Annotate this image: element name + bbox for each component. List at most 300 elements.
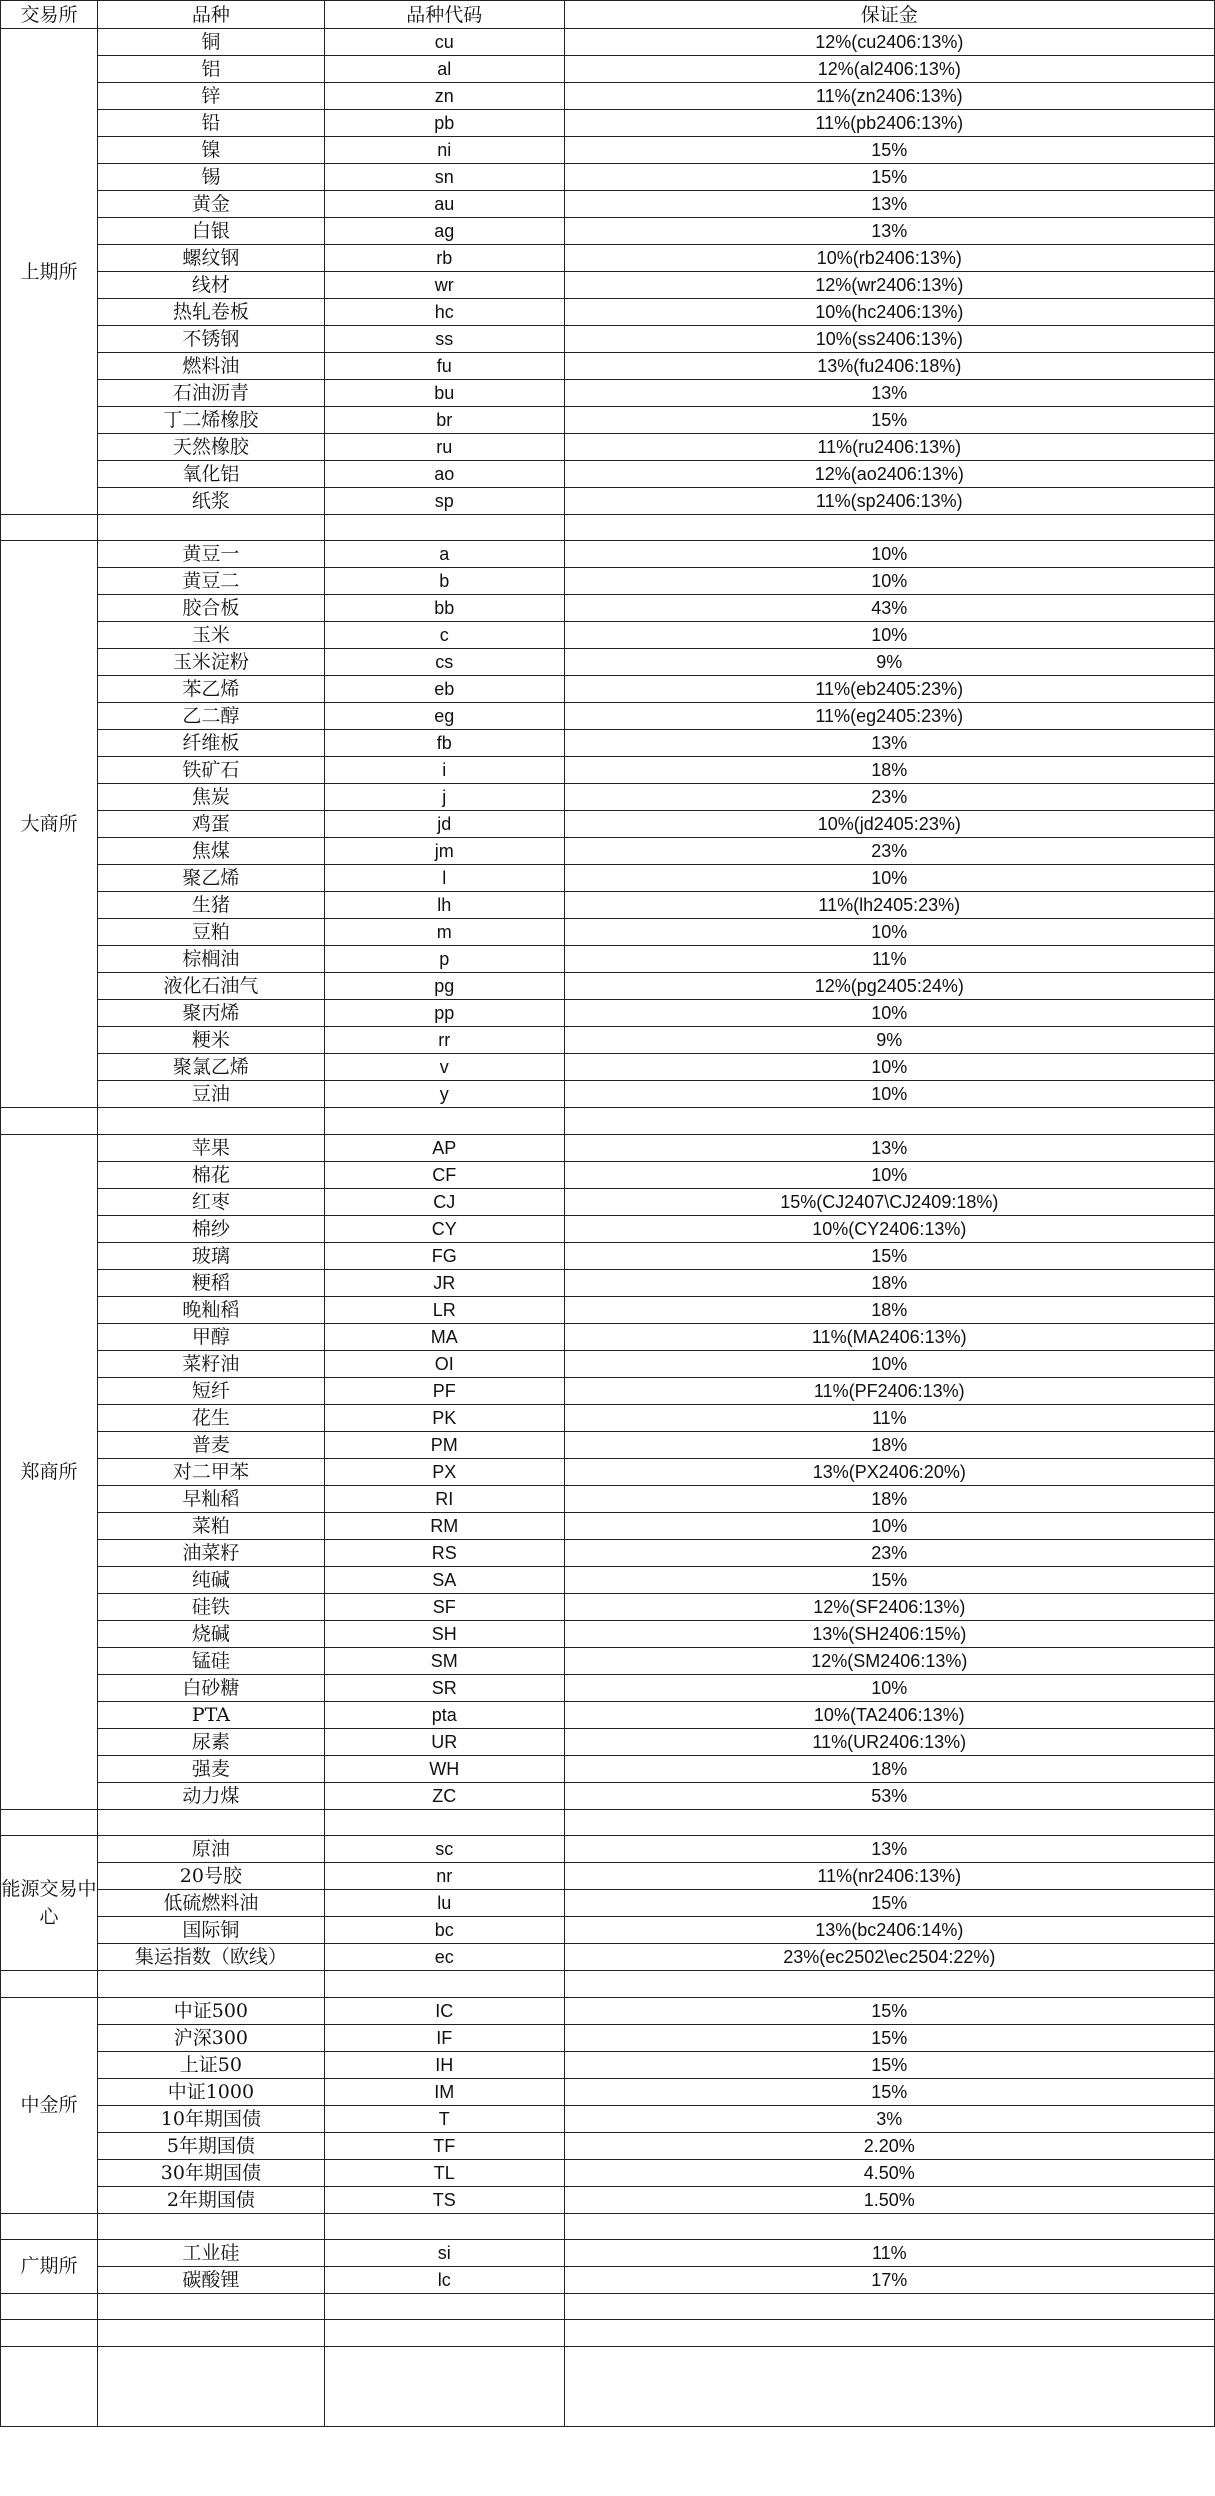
code-cell: sp (324, 488, 564, 515)
table-row (1, 1566, 1215, 1593)
variety-cell: 菜籽油 (97, 1350, 324, 1377)
variety-cell: 对二甲苯 (97, 1458, 324, 1485)
margin-cell: 12%(SF2406:13%) (564, 1593, 1214, 1620)
empty-cell (324, 2213, 564, 2239)
margin-cell: 15% (564, 1997, 1214, 2024)
variety-cell: 尿素 (97, 1728, 324, 1755)
code-cell: ni (324, 137, 564, 164)
variety-cell: 甲醇 (97, 1323, 324, 1350)
table-row (1, 353, 1215, 380)
variety-cell: 早籼稻 (97, 1485, 324, 1512)
table-row (1, 2159, 1215, 2186)
code-cell: hc (324, 299, 564, 326)
code-cell: cu (324, 29, 564, 56)
header-code: 品种代码 (324, 1, 564, 29)
code-cell: au (324, 191, 564, 218)
table-row (1, 191, 1215, 218)
empty-cell (1, 1108, 98, 1134)
spacer-row (1, 1108, 1215, 1134)
table-row (1, 1161, 1215, 1188)
variety-cell: 纸浆 (97, 488, 324, 515)
table-row (1, 1081, 1215, 1108)
variety-cell: 碳酸锂 (97, 2266, 324, 2293)
table-row (1, 1350, 1215, 1377)
variety-cell: 2年期国债 (97, 2186, 324, 2213)
code-cell: lh (324, 892, 564, 919)
empty-cell (1, 1809, 98, 1835)
table-row (1, 811, 1215, 838)
empty-cell (1, 2213, 98, 2239)
table-body (1, 29, 1215, 2427)
variety-cell: 乙二醇 (97, 703, 324, 730)
empty-cell (564, 1108, 1214, 1134)
spacer-row (1, 2320, 1215, 2346)
table-row (1, 1917, 1215, 1944)
trailer-row (1, 2346, 1215, 2426)
margin-cell: 15% (564, 2078, 1214, 2105)
variety-cell: 5年期国债 (97, 2132, 324, 2159)
margin-cell: 12%(wr2406:13%) (564, 272, 1214, 299)
table-row (1, 1674, 1215, 1701)
table-row (1, 541, 1215, 568)
margin-cell: 13% (564, 1836, 1214, 1863)
table-row (1, 299, 1215, 326)
variety-cell: 聚乙烯 (97, 865, 324, 892)
margin-cell: 11% (564, 2239, 1214, 2266)
table-row (1, 703, 1215, 730)
empty-cell (324, 2346, 564, 2426)
margin-cell: 11% (564, 1404, 1214, 1431)
margin-cell: 11%(nr2406:13%) (564, 1863, 1214, 1890)
margin-cell: 15%(CJ2407\CJ2409:18%) (564, 1188, 1214, 1215)
code-cell: TF (324, 2132, 564, 2159)
empty-cell (97, 2213, 324, 2239)
table-row (1, 568, 1215, 595)
spacer-row (1, 1971, 1215, 1997)
code-cell: c (324, 622, 564, 649)
margin-cell: 13% (564, 218, 1214, 245)
code-cell: pg (324, 973, 564, 1000)
table-row (1, 2239, 1215, 2266)
code-cell: TS (324, 2186, 564, 2213)
variety-cell: 30年期国债 (97, 2159, 324, 2186)
empty-cell (564, 2320, 1214, 2346)
table-row (1, 2186, 1215, 2213)
table-row (1, 461, 1215, 488)
table-row (1, 1377, 1215, 1404)
margin-cell: 11%(sp2406:13%) (564, 488, 1214, 515)
variety-cell: 上证50 (97, 2051, 324, 2078)
variety-cell: 黄豆一 (97, 541, 324, 568)
table-row (1, 1863, 1215, 1890)
table-row (1, 1296, 1215, 1323)
variety-cell: 中证1000 (97, 2078, 324, 2105)
variety-cell: 丁二烯橡胶 (97, 407, 324, 434)
header-margin: 保证金 (564, 1, 1214, 29)
margin-cell: 10%(CY2406:13%) (564, 1215, 1214, 1242)
empty-cell (564, 2346, 1214, 2426)
margin-cell: 10%(TA2406:13%) (564, 1701, 1214, 1728)
margin-cell: 11%(eb2405:23%) (564, 676, 1214, 703)
header-exchange: 交易所 (1, 1, 98, 29)
table-row (1, 1728, 1215, 1755)
empty-cell (564, 2213, 1214, 2239)
code-cell: ss (324, 326, 564, 353)
empty-cell (97, 1971, 324, 1997)
code-cell: FG (324, 1242, 564, 1269)
empty-cell (324, 2293, 564, 2319)
margin-cell: 53% (564, 1782, 1214, 1809)
margin-cell: 10% (564, 568, 1214, 595)
variety-cell: 铜 (97, 29, 324, 56)
code-cell: ZC (324, 1782, 564, 1809)
code-cell: IC (324, 1997, 564, 2024)
empty-cell (564, 2293, 1214, 2319)
empty-cell (564, 1809, 1214, 1835)
margin-cell: 13% (564, 1134, 1214, 1161)
code-cell: rb (324, 245, 564, 272)
margin-cell: 11%(MA2406:13%) (564, 1323, 1214, 1350)
variety-cell: 花生 (97, 1404, 324, 1431)
code-cell: i (324, 757, 564, 784)
variety-cell: 热轧卷板 (97, 299, 324, 326)
exchange-cell: 能源交易中心 (1, 1836, 98, 1971)
margin-cell: 13%(SH2406:15%) (564, 1620, 1214, 1647)
empty-cell (1, 2346, 98, 2426)
variety-cell: 焦炭 (97, 784, 324, 811)
table-row (1, 730, 1215, 757)
margin-cell: 15% (564, 164, 1214, 191)
variety-cell: 豆油 (97, 1081, 324, 1108)
exchange-cell: 郑商所 (1, 1134, 98, 1809)
table-row (1, 1890, 1215, 1917)
variety-cell: 10年期国债 (97, 2105, 324, 2132)
table-row (1, 1458, 1215, 1485)
table-row (1, 29, 1215, 56)
table-row (1, 1944, 1215, 1971)
table-row (1, 1134, 1215, 1161)
table-row (1, 1782, 1215, 1809)
variety-cell: 锌 (97, 83, 324, 110)
code-cell: lu (324, 1890, 564, 1917)
variety-cell: 生猪 (97, 892, 324, 919)
header-row (1, 1, 1215, 29)
table-row (1, 272, 1215, 299)
variety-cell: 焦煤 (97, 838, 324, 865)
margin-cell: 11%(UR2406:13%) (564, 1728, 1214, 1755)
code-cell: ec (324, 1944, 564, 1971)
variety-cell: 玻璃 (97, 1242, 324, 1269)
table-row (1, 649, 1215, 676)
table-row (1, 83, 1215, 110)
empty-cell (97, 2346, 324, 2426)
code-cell: pp (324, 1000, 564, 1027)
table-row (1, 110, 1215, 137)
code-cell: m (324, 919, 564, 946)
code-cell: eb (324, 676, 564, 703)
empty-cell (324, 2320, 564, 2346)
margin-cell: 10% (564, 1054, 1214, 1081)
table-row (1, 595, 1215, 622)
variety-cell: 烧碱 (97, 1620, 324, 1647)
empty-cell (1, 2320, 98, 2346)
variety-cell: 纤维板 (97, 730, 324, 757)
empty-cell (97, 1108, 324, 1134)
margin-cell: 23% (564, 1539, 1214, 1566)
code-cell: PM (324, 1431, 564, 1458)
table-row (1, 2132, 1215, 2159)
code-cell: bc (324, 1917, 564, 1944)
code-cell: ao (324, 461, 564, 488)
margin-cell: 10% (564, 622, 1214, 649)
code-cell: RM (324, 1512, 564, 1539)
table-row (1, 1027, 1215, 1054)
margin-cell: 15% (564, 1566, 1214, 1593)
exchange-cell: 中金所 (1, 1997, 98, 2213)
code-cell: TL (324, 2159, 564, 2186)
code-cell: SM (324, 1647, 564, 1674)
variety-cell: 锰硅 (97, 1647, 324, 1674)
variety-cell: 铅 (97, 110, 324, 137)
margin-cell: 10% (564, 919, 1214, 946)
table-row (1, 137, 1215, 164)
code-cell: y (324, 1081, 564, 1108)
variety-cell: 黄金 (97, 191, 324, 218)
spacer-row (1, 2293, 1215, 2319)
variety-cell: 国际铜 (97, 1917, 324, 1944)
variety-cell: 天然橡胶 (97, 434, 324, 461)
code-cell: RS (324, 1539, 564, 1566)
variety-cell: 油菜籽 (97, 1539, 324, 1566)
code-cell: j (324, 784, 564, 811)
margin-cell: 2.20% (564, 2132, 1214, 2159)
table-row (1, 1512, 1215, 1539)
margin-cell: 10%(jd2405:23%) (564, 811, 1214, 838)
code-cell: PK (324, 1404, 564, 1431)
margin-cell: 43% (564, 595, 1214, 622)
table-row (1, 892, 1215, 919)
margin-cell: 10% (564, 1161, 1214, 1188)
variety-cell: 粳稻 (97, 1269, 324, 1296)
variety-cell: 沪深300 (97, 2024, 324, 2051)
variety-cell: 白砂糖 (97, 1674, 324, 1701)
variety-cell: 工业硅 (97, 2239, 324, 2266)
code-cell: lc (324, 2266, 564, 2293)
margin-cell: 17% (564, 2266, 1214, 2293)
variety-cell: 原油 (97, 1836, 324, 1863)
margin-cell: 12%(SM2406:13%) (564, 1647, 1214, 1674)
variety-cell: 黄豆二 (97, 568, 324, 595)
variety-cell: 铝 (97, 56, 324, 83)
exchange-cell: 广期所 (1, 2239, 98, 2293)
table-row (1, 973, 1215, 1000)
margin-cell: 23%(ec2502\ec2504:22%) (564, 1944, 1214, 1971)
table-row (1, 946, 1215, 973)
table-row (1, 919, 1215, 946)
margin-cell: 9% (564, 1027, 1214, 1054)
empty-cell (97, 515, 324, 541)
code-cell: v (324, 1054, 564, 1081)
table-row (1, 838, 1215, 865)
code-cell: SF (324, 1593, 564, 1620)
margin-cell: 11%(ru2406:13%) (564, 434, 1214, 461)
code-cell: LR (324, 1296, 564, 1323)
table-row (1, 2266, 1215, 2293)
table-row (1, 1647, 1215, 1674)
code-cell: al (324, 56, 564, 83)
code-cell: si (324, 2239, 564, 2266)
variety-cell: 晚籼稻 (97, 1296, 324, 1323)
code-cell: ag (324, 218, 564, 245)
table-row (1, 164, 1215, 191)
margin-cell: 10%(rb2406:13%) (564, 245, 1214, 272)
margin-cell: 11% (564, 946, 1214, 973)
code-cell: a (324, 541, 564, 568)
margin-cell: 13% (564, 191, 1214, 218)
code-cell: SA (324, 1566, 564, 1593)
margin-cell: 10% (564, 1000, 1214, 1027)
margin-cell: 11%(PF2406:13%) (564, 1377, 1214, 1404)
margin-cell: 3% (564, 2105, 1214, 2132)
code-cell: CF (324, 1161, 564, 1188)
variety-cell: 棉纱 (97, 1215, 324, 1242)
table-row (1, 1188, 1215, 1215)
variety-cell: 氧化铝 (97, 461, 324, 488)
table-row (1, 784, 1215, 811)
margin-cell: 23% (564, 838, 1214, 865)
code-cell: bb (324, 595, 564, 622)
table-row (1, 1431, 1215, 1458)
table-row (1, 676, 1215, 703)
empty-cell (97, 2320, 324, 2346)
exchange-cell: 大商所 (1, 541, 98, 1108)
variety-cell: 红枣 (97, 1188, 324, 1215)
margin-cell: 15% (564, 2051, 1214, 2078)
margin-cell: 11%(lh2405:23%) (564, 892, 1214, 919)
variety-cell: 普麦 (97, 1431, 324, 1458)
table-row (1, 1323, 1215, 1350)
code-cell: rr (324, 1027, 564, 1054)
variety-cell: 低硫燃料油 (97, 1890, 324, 1917)
empty-cell (324, 1809, 564, 1835)
code-cell: UR (324, 1728, 564, 1755)
margin-cell: 10% (564, 1350, 1214, 1377)
empty-cell (97, 2293, 324, 2319)
table-row (1, 1269, 1215, 1296)
variety-cell: 玉米淀粉 (97, 649, 324, 676)
empty-cell (324, 1108, 564, 1134)
table-row (1, 2105, 1215, 2132)
code-cell: JR (324, 1269, 564, 1296)
margin-cell: 18% (564, 1431, 1214, 1458)
code-cell: CY (324, 1215, 564, 1242)
margin-cell: 12%(cu2406:13%) (564, 29, 1214, 56)
table-row (1, 218, 1215, 245)
margin-cell: 18% (564, 1269, 1214, 1296)
margin-cell: 15% (564, 137, 1214, 164)
spacer-row (1, 1809, 1215, 1835)
variety-cell: 胶合板 (97, 595, 324, 622)
table-row (1, 2024, 1215, 2051)
table-row (1, 2078, 1215, 2105)
variety-cell: 豆粕 (97, 919, 324, 946)
margin-cell: 4.50% (564, 2159, 1214, 2186)
margin-cell: 12%(al2406:13%) (564, 56, 1214, 83)
table-row (1, 1000, 1215, 1027)
empty-cell (324, 515, 564, 541)
margin-cell: 18% (564, 1755, 1214, 1782)
spacer-row (1, 515, 1215, 541)
table-row (1, 380, 1215, 407)
margin-cell: 10% (564, 1674, 1214, 1701)
empty-cell (564, 1971, 1214, 1997)
table-row (1, 1242, 1215, 1269)
variety-cell: 纯碱 (97, 1566, 324, 1593)
code-cell: zn (324, 83, 564, 110)
variety-cell: 锡 (97, 164, 324, 191)
margin-cell: 13%(bc2406:14%) (564, 1917, 1214, 1944)
code-cell: SR (324, 1674, 564, 1701)
code-cell: WH (324, 1755, 564, 1782)
code-cell: wr (324, 272, 564, 299)
variety-cell: 动力煤 (97, 1782, 324, 1809)
code-cell: jd (324, 811, 564, 838)
variety-cell: 菜粕 (97, 1512, 324, 1539)
code-cell: pta (324, 1701, 564, 1728)
table-row (1, 407, 1215, 434)
margin-cell: 18% (564, 757, 1214, 784)
code-cell: br (324, 407, 564, 434)
margin-cell: 10%(hc2406:13%) (564, 299, 1214, 326)
empty-cell (1, 2293, 98, 2319)
code-cell: SH (324, 1620, 564, 1647)
variety-cell: PTA (97, 1701, 324, 1728)
variety-cell: 铁矿石 (97, 757, 324, 784)
margin-cell: 10% (564, 1081, 1214, 1108)
code-cell: IH (324, 2051, 564, 2078)
table-row (1, 1755, 1215, 1782)
variety-cell: 螺纹钢 (97, 245, 324, 272)
margin-cell: 18% (564, 1296, 1214, 1323)
variety-cell: 白银 (97, 218, 324, 245)
variety-cell: 短纤 (97, 1377, 324, 1404)
table-row (1, 434, 1215, 461)
margin-cell: 10% (564, 865, 1214, 892)
table-row (1, 1054, 1215, 1081)
code-cell: IF (324, 2024, 564, 2051)
margin-cell: 15% (564, 407, 1214, 434)
variety-cell: 20号胶 (97, 1863, 324, 1890)
code-cell: fb (324, 730, 564, 757)
exchange-cell: 上期所 (1, 29, 98, 515)
variety-cell: 不锈钢 (97, 326, 324, 353)
margin-cell: 11%(zn2406:13%) (564, 83, 1214, 110)
code-cell: p (324, 946, 564, 973)
empty-cell (1, 515, 98, 541)
table-row (1, 757, 1215, 784)
table-row (1, 56, 1215, 83)
variety-cell: 鸡蛋 (97, 811, 324, 838)
variety-cell: 棉花 (97, 1161, 324, 1188)
margin-cell: 13% (564, 730, 1214, 757)
table-header (1, 1, 1215, 29)
code-cell: RI (324, 1485, 564, 1512)
code-cell: T (324, 2105, 564, 2132)
code-cell: sc (324, 1836, 564, 1863)
variety-cell: 强麦 (97, 1755, 324, 1782)
code-cell: b (324, 568, 564, 595)
variety-cell: 线材 (97, 272, 324, 299)
